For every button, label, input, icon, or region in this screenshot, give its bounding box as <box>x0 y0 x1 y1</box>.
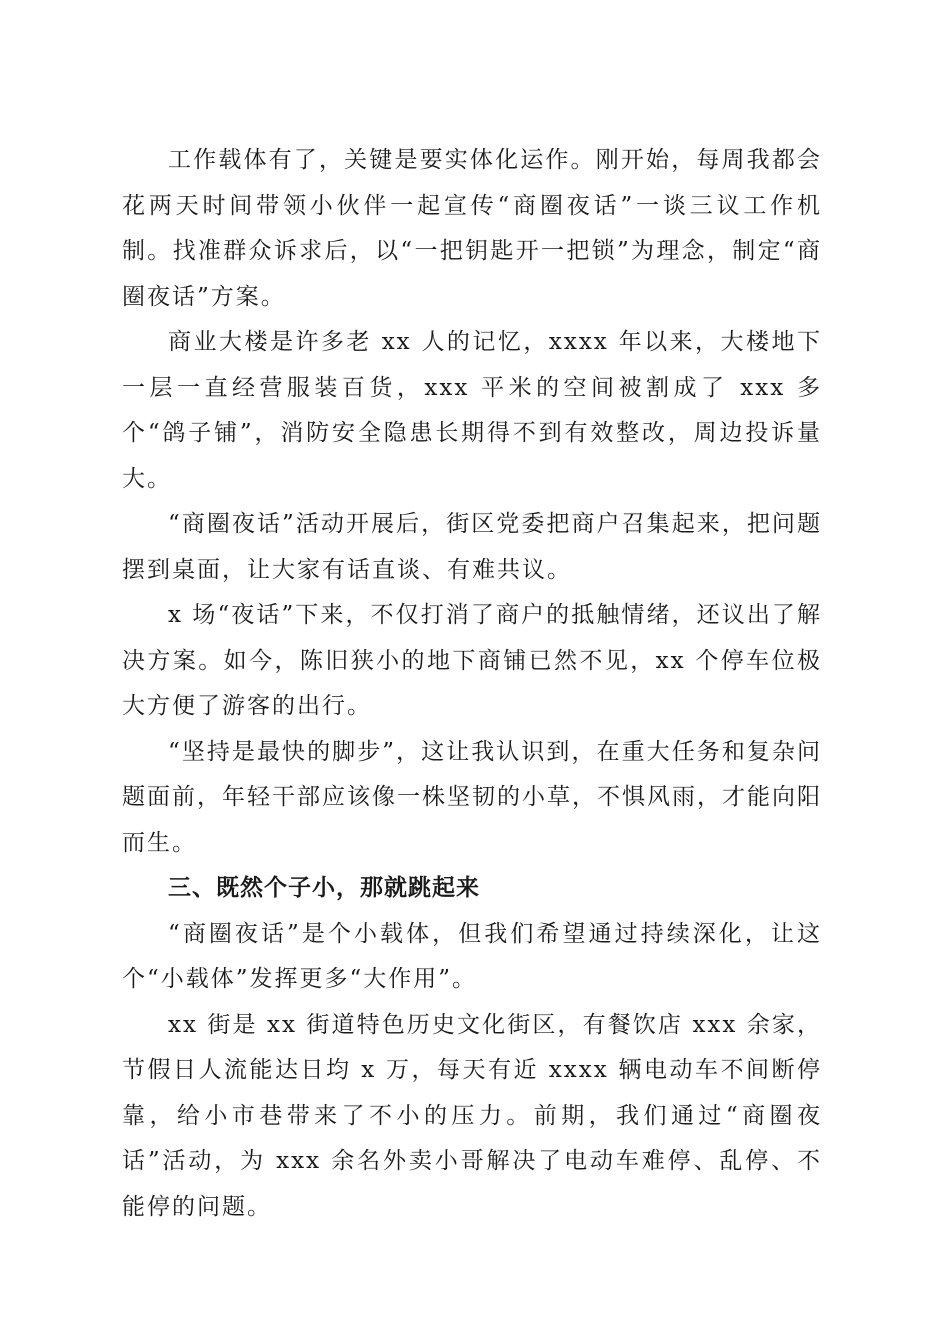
paragraph-commercial-building: 商业大楼是许多老 xx 人的记忆，xxxx 年以来，大楼地下一层一直经营服装百货，xxx 平米的空间被割成了 xxx 多个“鸽子铺”，消防安全隐患长期得不到有效整改，周边投诉量大。 <box>122 329 822 492</box>
document-body <box>122 138 822 1230</box>
paragraph-street-district: xx 街是 xx 街道特色历史文化街区，有餐饮店 xxx 余家，节假日人流能达日均 x 万，每天有近 xxxx 辆电动车不间断停靠，给小市巷带来了不小的压力。前期，我们通过“商圈夜话”活动，为 xxx 余名外卖小哥解决了电动车难停、乱停、不能停的问题。 <box>122 1011 822 1220</box>
paragraph-activity-launch: “商圈夜话”活动开展后，街区党委把商户召集起来，把问题摆到桌面，让大家有话直谈、有难共议。 <box>122 511 822 583</box>
paragraph-night-talk-results: x 场“夜话”下来，不仅打消了商户的抵触情绪，还议出了解决方案。如今，陈旧狭小的地下商铺已然不见，xx 个停车位极大方便了游客的出行。 <box>122 602 822 719</box>
paragraph-persistence: “坚持是最快的脚步”，这让我认识到，在重大任务和复杂问题面前，年轻干部应该像一株坚韧的小草，不惧风雨，才能向阳而生。 <box>122 738 822 856</box>
paragraph-small-carrier: “商圈夜话”是个小载体，但我们希望通过持续深化，让这个“小载体”发挥更多“大作用”。 <box>122 920 822 992</box>
paragraph-work-carrier: 工作载体有了，关键是要实体化运作。刚开始，每周我都会花两天时间带领小伙伴一起宣传“商圈夜话”一谈三议工作机制。找准群众诉求后，以“一把钥匙开一把锁”为理念，制定“商圈夜话”方案。 <box>122 147 822 310</box>
section-heading: 三、既然个子小，那就跳起来 <box>168 875 480 901</box>
